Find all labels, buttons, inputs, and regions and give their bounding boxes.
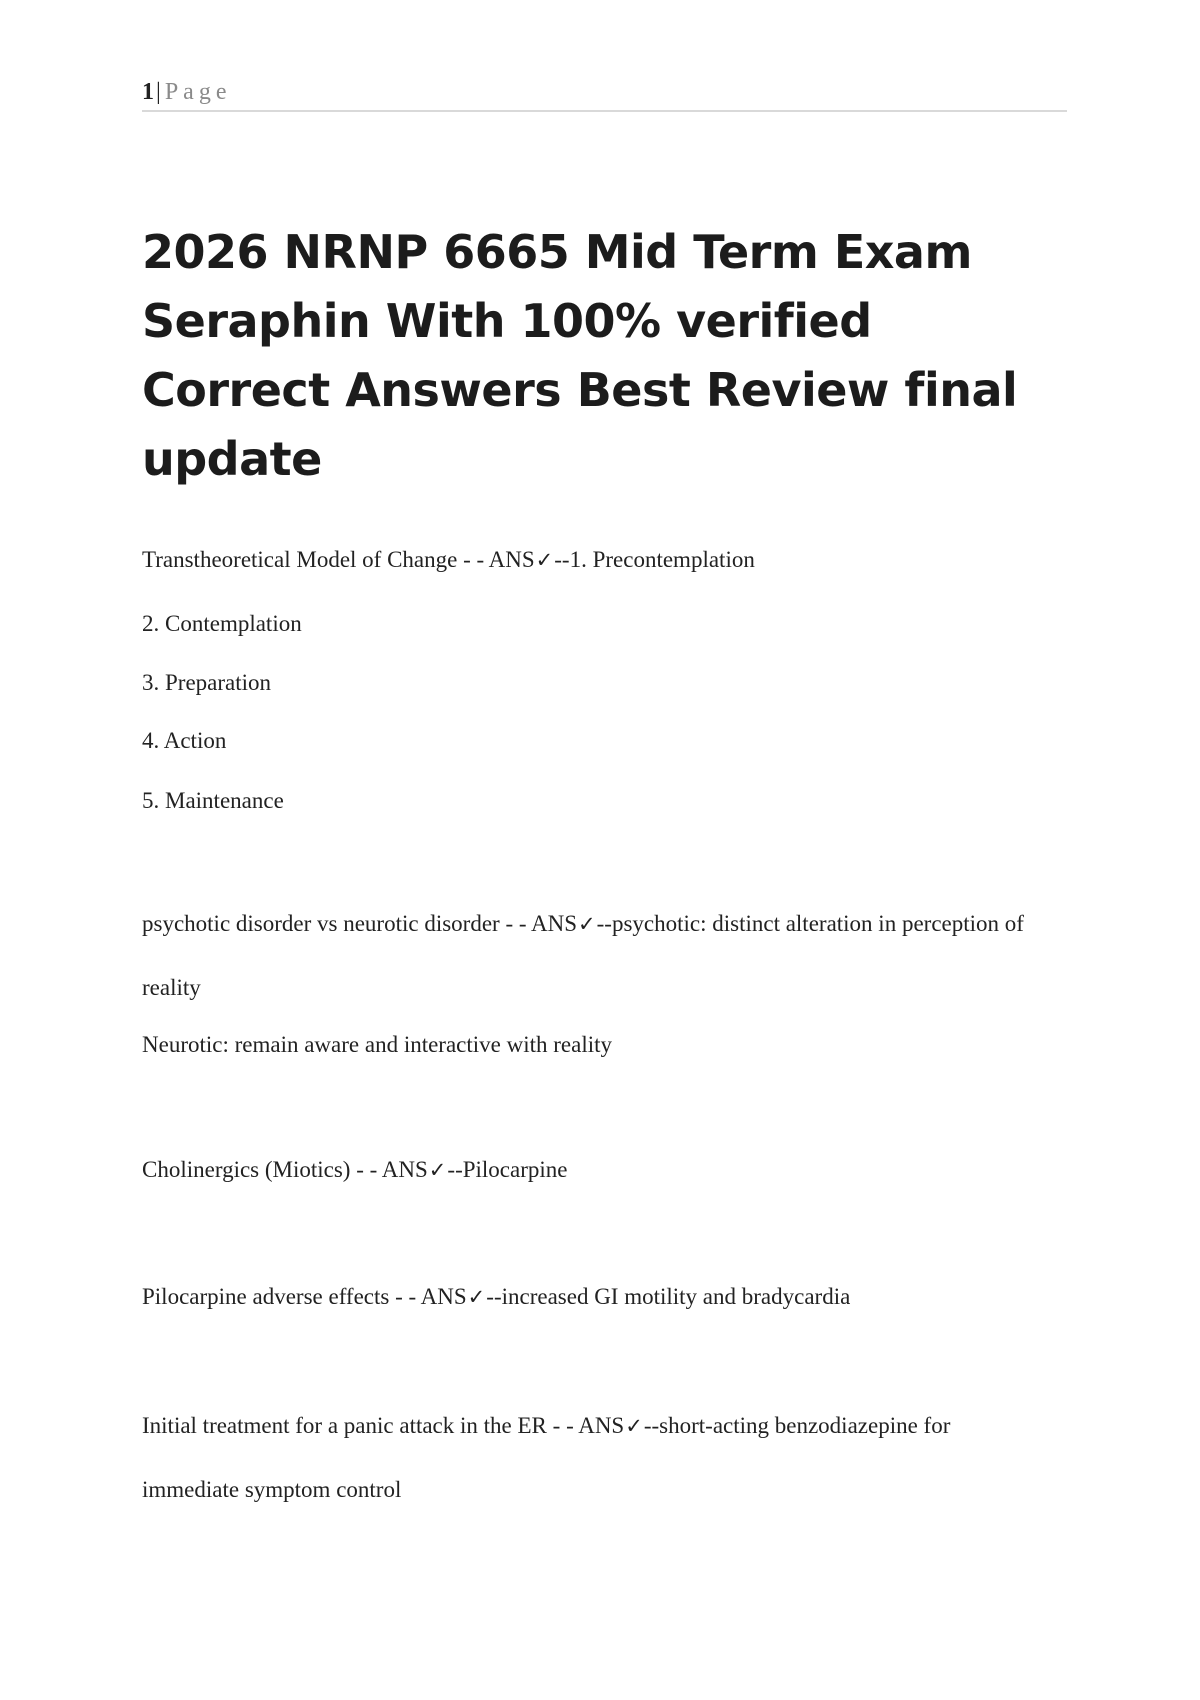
answer-marker: - - ANS✓-- [553,1413,660,1438]
answer-marker: - - ANS✓-- [463,547,570,572]
answer-line: 4. Action [142,728,227,753]
answer-line: immediate symptom control [142,1477,402,1502]
answer-text: psychotic: distinct alteration in perception of [611,911,1024,936]
question-text: psychotic disorder vs neurotic disorder [142,911,500,936]
qa-entry-question-line [142,1411,1082,1441]
qa-entry-question-line [142,1155,1082,1185]
document-title: 2026 NRNP 6665 Mid Term Exam Seraphin With 100% verified Correct Answers Best Review final update [142,225,1018,486]
answer-text: Pilocarpine [462,1157,568,1182]
check-icon: ✓ [467,1285,486,1309]
answer-line: Neurotic: remain aware and interactive with reality [142,1032,613,1057]
answer-line: reality [142,975,201,1000]
page-label: Page [164,79,232,105]
answer-line: 2. Contemplation [142,611,302,636]
check-icon: ✓ [625,1414,643,1438]
answer-text: increased GI motility and bradycardia [501,1284,851,1309]
page-separator: | [156,79,161,105]
answer-marker: - - ANS✓-- [395,1284,502,1309]
question-text: Cholinergics (Miotics) [142,1157,351,1182]
question-text: Transtheoretical Model of Change [142,547,458,572]
answer-text: short-acting benzodiazepine for [659,1413,951,1438]
answer-text: 1. Precontemplation [569,547,755,572]
qa-entry-question-line [142,1282,1082,1312]
qa-entry-question-line [142,545,1082,575]
page-number: 1 [142,79,154,105]
question-text: Initial treatment for a panic attack in the ER [142,1413,547,1438]
page-header [142,74,1067,112]
answer-marker: - - ANS✓-- [505,911,612,936]
answer-line: 5. Maintenance [142,788,284,813]
check-icon: ✓ [578,912,596,936]
check-icon: ✓ [535,548,554,572]
question-text: Pilocarpine adverse effects [142,1284,390,1309]
check-icon: ✓ [428,1158,447,1182]
answer-line: 3. Preparation [142,670,272,695]
answer-marker: - - ANS✓-- [356,1157,463,1182]
qa-entry-question-line [142,909,1082,939]
